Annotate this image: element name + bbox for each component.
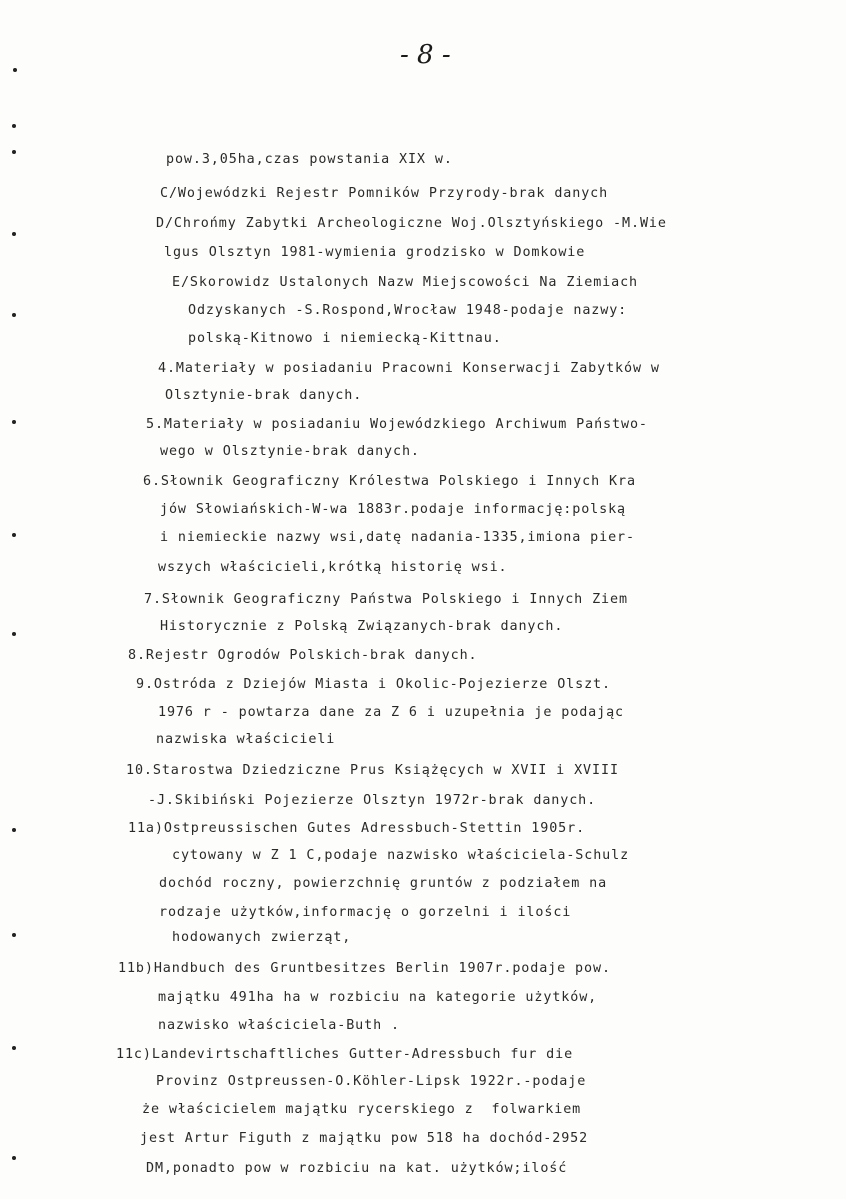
text-line: lgus Olsztyn 1981-wymienia grodzisko w Domkowie	[164, 245, 586, 260]
text-line: 9.Ostróda z Dziejów Miasta i Okolic-Pojezierze Olszt.	[136, 677, 611, 692]
text-line: 11c)Landevirtschaftliches Gutter-Adressbuch fur die	[116, 1047, 574, 1062]
margin-dot	[12, 232, 16, 236]
text-line: Olsztynie-brak danych.	[165, 388, 363, 403]
text-line: DM,ponadto pow w rozbiciu na kat. użytków;ilość	[146, 1161, 568, 1176]
margin-dot	[12, 828, 16, 832]
text-line: 5.Materiały w posiadaniu Wojewódzkiego Archiwum Państwo-	[146, 417, 648, 432]
text-line: jów Słowiańskich-W-wa 1883r.podaje informację:polską	[160, 502, 627, 517]
text-line: E/Skorowidz Ustalonych Nazw Miejscowości Na Ziemiach	[172, 275, 639, 290]
margin-dot	[12, 1046, 16, 1050]
margin-dot	[12, 933, 16, 937]
text-line: Historycznie z Polską Związanych-brak danych.	[160, 619, 564, 634]
margin-dot	[12, 313, 16, 317]
text-line: 11b)Handbuch des Gruntbesitzes Berlin 1907r.podaje pow.	[118, 961, 611, 976]
text-line: 4.Materiały w posiadaniu Pracowni Konserwacji Zabytków w	[158, 361, 660, 376]
text-line: majątku 491ha ha w rozbiciu na kategorie użytków,	[158, 990, 598, 1005]
text-line: nazwisko właściciela-Buth .	[158, 1018, 400, 1033]
margin-dot	[13, 68, 17, 72]
text-line: 8.Rejestr Ogrodów Polskich-brak danych.	[128, 648, 478, 663]
text-line: wego w Olsztynie-brak danych.	[160, 444, 420, 459]
text-line: Odzyskanych -S.Rospond,Wrocław 1948-podaje nazwy:	[188, 303, 628, 318]
text-line: hodowanych zwierząt,	[172, 930, 352, 945]
text-line: nazwiska właścicieli	[156, 732, 336, 747]
text-line: rodzaje użytków,informację o gorzelni i ilości	[159, 905, 572, 920]
margin-dot	[12, 150, 16, 154]
text-line: 1976 r - powtarza dane za Z 6 i uzupełnia je podając	[158, 705, 625, 720]
text-line: jest Artur Figuth z majątku pow 518 ha dochód-2952	[140, 1131, 589, 1146]
text-line: polską-Kitnowo i niemiecką-Kittnau.	[188, 331, 502, 346]
margin-dot	[12, 632, 16, 636]
text-line: C/Wojewódzki Rejestr Pomników Przyrody-brak danych	[160, 186, 609, 201]
text-line: że właścicielem majątku rycerskiego z folwarkiem	[142, 1102, 582, 1117]
text-line: pow.3,05ha,czas powstania XIX w.	[166, 152, 453, 167]
margin-dot	[12, 1156, 16, 1160]
text-line: 7.Słownik Geograficzny Państwa Polskiego i Innych Ziem	[144, 592, 628, 607]
margin-dot	[12, 420, 16, 424]
text-line: 6.Słownik Geograficzny Królestwa Polskiego i Innych Kra	[143, 474, 636, 489]
margin-dot	[12, 533, 16, 537]
text-line: cytowany w Z 1 C,podaje nazwisko właściciela-Schulz	[172, 848, 630, 863]
text-line: dochód roczny, powierzchnię gruntów z podziałem na	[159, 876, 608, 891]
text-line: i niemieckie nazwy wsi,datę nadania-1335,imiona pier-	[160, 530, 635, 545]
text-line: 10.Starostwa Dziedziczne Prus Książęcych w XVII i XVIII	[126, 763, 619, 778]
margin-dot	[12, 124, 16, 128]
text-line: Provinz Ostpreussen-O.Köhler-Lipsk 1922r.-podaje	[156, 1074, 587, 1089]
page-number: - 8 -	[400, 40, 451, 70]
text-line: -J.Skibiński Pojezierze Olsztyn 1972r-brak danych.	[148, 793, 597, 808]
text-line: D/Chrońmy Zabytki Archeologiczne Woj.Olsztyńskiego -M.Wie	[156, 216, 667, 231]
text-line: wszych właścicieli,krótką historię wsi.	[158, 560, 508, 575]
text-line: 11a)Ostpreussischen Gutes Adressbuch-Stettin 1905r.	[128, 821, 586, 836]
